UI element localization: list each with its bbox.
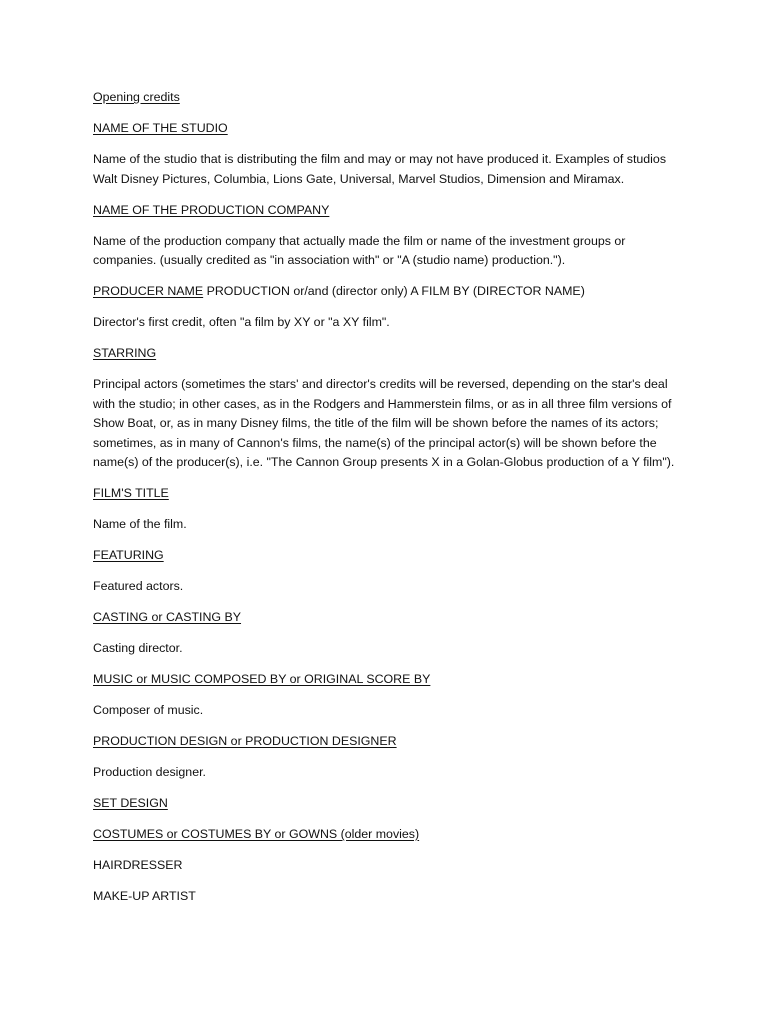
- music-heading: MUSIC or MUSIC COMPOSED BY or ORIGINAL SCORE BY: [93, 672, 431, 686]
- set-design-heading: SET DESIGN: [93, 796, 168, 810]
- makeup-artist-heading: MAKE-UP ARTIST: [93, 889, 196, 903]
- costumes-heading: COSTUMES or COSTUMES BY or GOWNS (older movies): [93, 827, 420, 841]
- production-company-heading: NAME OF THE PRODUCTION COMPANY: [93, 202, 330, 217]
- production-design-description: Production designer.: [93, 765, 206, 779]
- production-company-description: Name of the production company that actually made the film or name of the investment groups or companies. (usually credited as "in association with" or "A (studio name) production.").: [93, 233, 626, 267]
- casting-heading: CASTING or CASTING BY: [93, 610, 242, 624]
- music-description: Composer of music.: [93, 703, 204, 717]
- films-title-description: Name of the film.: [93, 517, 187, 531]
- studio-description: Name of the studio that is distributing the film and may or may not have produced it. Examples of studios Walt Disney Pictures, Columbia, Lions Gate, Universal, Marvel Studios, Dimension and Miramax.: [93, 152, 667, 186]
- featuring-heading: FEATURING: [93, 548, 164, 562]
- films-title-heading: FILM'S TITLE: [93, 486, 169, 500]
- studio-heading: NAME OF THE STUDIO: [93, 121, 228, 135]
- producer-name-heading: PRODUCER NAME: [93, 284, 204, 298]
- production-design-heading: PRODUCTION DESIGN or PRODUCTION DESIGNER: [93, 734, 397, 748]
- director-credit-description: Director's first credit, often "a film by XY or "a XY film".: [93, 315, 390, 329]
- featuring-description: Featured actors.: [93, 579, 184, 593]
- document-page: [93, 88, 678, 918]
- hairdresser-heading: HAIRDRESSER: [93, 858, 183, 872]
- producer-line: [93, 282, 678, 302]
- starring-description: Principal actors (sometimes the stars' and director's credits will be reversed, depending on the star's deal with the studio; in other cases, as in the Rodgers and Hammerstein films, or as in all three film versions of Show Boat, or, as in many Disney films, the title of the film will be shown before the names of its actors; sometimes, as in many of Cannon's films, the name(s) of the principal actor(s) will be shown before the name(s) of the producer(s), i.e. "The Cannon Group presents X in a Golan-Globus production of a Y film").: [93, 377, 675, 469]
- producer-line-rest: PRODUCTION or/and (director only) A FILM BY (DIRECTOR NAME): [203, 284, 585, 298]
- opening-credits-heading: Opening credits: [93, 90, 180, 104]
- starring-heading: STARRING: [93, 346, 157, 360]
- casting-description: Casting director.: [93, 641, 183, 655]
